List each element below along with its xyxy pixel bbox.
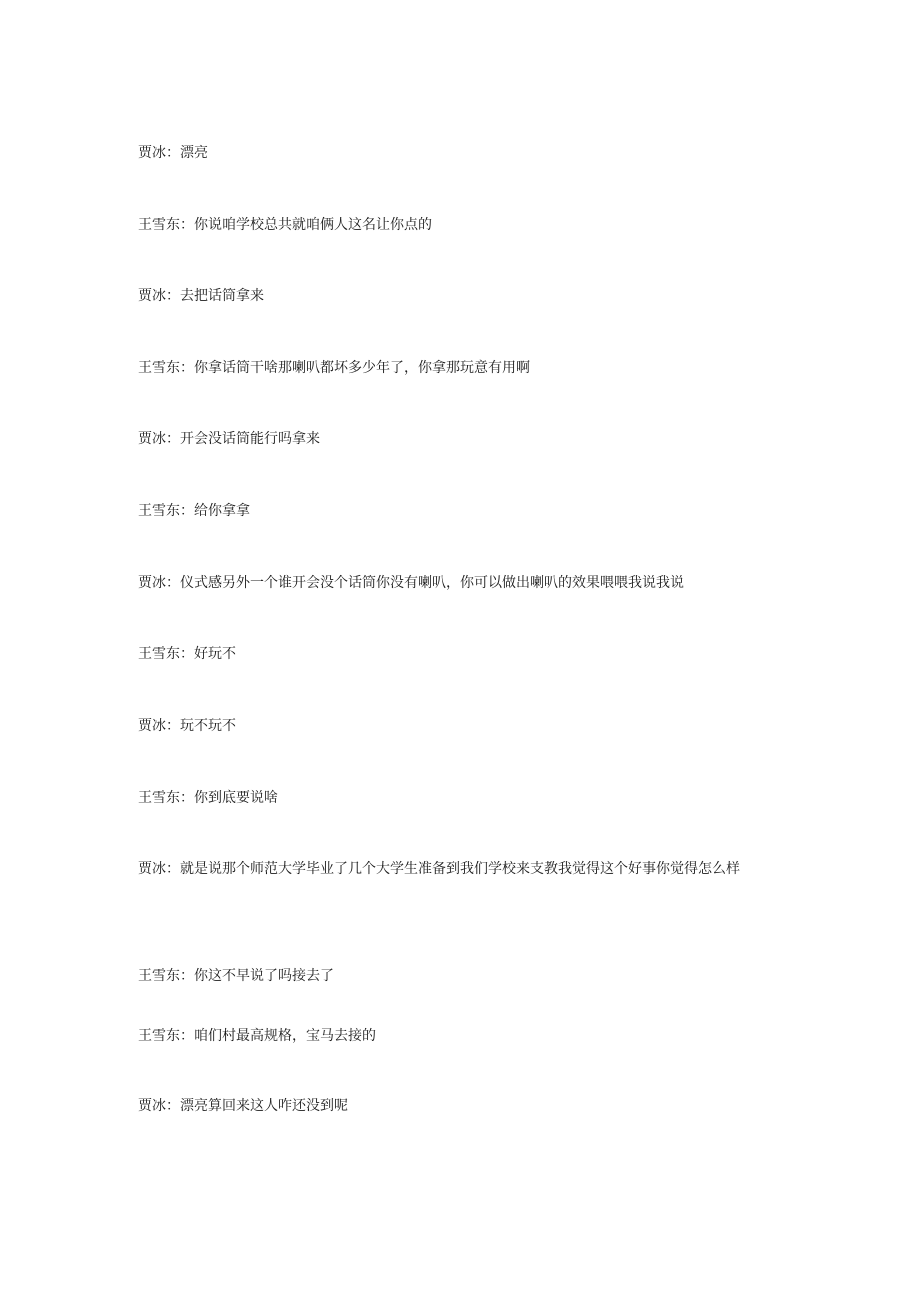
- separator: ：: [180, 1028, 194, 1044]
- line-text: 好玩不: [194, 646, 236, 662]
- separator: ：: [166, 431, 180, 447]
- line-text: 漂亮算回来这人咋还没到呢: [180, 1098, 348, 1114]
- dialogue-line: [138, 852, 778, 886]
- dialogue-line: [138, 143, 788, 163]
- line-text: 就是说那个师范大学毕业了几个大学生准备到我们学校来支教我觉得这个好事你觉得怎么样: [180, 861, 740, 877]
- dialogue-line: [138, 1096, 788, 1116]
- speaker-name: 贾冰: [138, 431, 166, 447]
- dialogue-line: [138, 1026, 788, 1046]
- speaker-name: 王雪东: [138, 360, 180, 376]
- speaker-name: 王雪东: [138, 503, 180, 519]
- speaker-name: 王雪东: [138, 646, 180, 662]
- speaker-name: 贾冰: [138, 575, 166, 591]
- speaker-name: 贾冰: [138, 1098, 166, 1114]
- separator: ：: [166, 718, 180, 734]
- speaker-name: 贾冰: [138, 288, 166, 304]
- dialogue-line: [138, 286, 788, 306]
- speaker-name: 王雪东: [138, 1028, 180, 1044]
- dialogue-line: [138, 573, 788, 593]
- separator: ：: [166, 288, 180, 304]
- separator: ：: [166, 145, 180, 161]
- separator: ：: [180, 360, 194, 376]
- dialogue-line: [138, 501, 788, 521]
- line-text: 你说咱学校总共就咱俩人这名让你点的: [194, 217, 432, 233]
- speaker-name: 王雪东: [138, 968, 180, 984]
- separator: ：: [180, 503, 194, 519]
- line-text: 你到底要说啥: [194, 790, 278, 806]
- separator: ：: [166, 1098, 180, 1114]
- line-text: 你拿话筒干啥那喇叭都坏多少年了，你拿那玩意有用啊: [194, 360, 530, 376]
- speaker-name: 贾冰: [138, 718, 166, 734]
- dialogue-line: [138, 966, 788, 986]
- separator: ：: [166, 575, 180, 591]
- speaker-name: 贾冰: [138, 861, 166, 877]
- separator: ：: [180, 790, 194, 806]
- line-text: 你这不早说了吗接去了: [194, 968, 334, 984]
- speaker-name: 贾冰: [138, 145, 166, 161]
- line-text: 漂亮: [180, 145, 208, 161]
- dialogue-line: [138, 429, 788, 449]
- separator: ：: [166, 861, 180, 877]
- dialogue-line: [138, 788, 788, 808]
- separator: ：: [180, 217, 194, 233]
- line-text: 咱们村最高规格，宝马去接的: [194, 1028, 376, 1044]
- speaker-name: 王雪东: [138, 790, 180, 806]
- dialogue-line: [138, 215, 788, 235]
- line-text: 开会没话筒能行吗拿来: [180, 431, 320, 447]
- separator: ：: [180, 646, 194, 662]
- line-text: 给你拿拿: [194, 503, 250, 519]
- dialogue-line: [138, 716, 788, 736]
- dialogue-line: [138, 358, 788, 378]
- separator: ：: [180, 968, 194, 984]
- speaker-name: 王雪东: [138, 217, 180, 233]
- line-text: 仪式感另外一个谁开会没个话筒你没有喇叭，你可以做出喇叭的效果喂喂我说我说: [180, 575, 684, 591]
- line-text: 去把话筒拿来: [180, 288, 264, 304]
- dialogue-line: [138, 644, 788, 664]
- line-text: 玩不玩不: [180, 718, 236, 734]
